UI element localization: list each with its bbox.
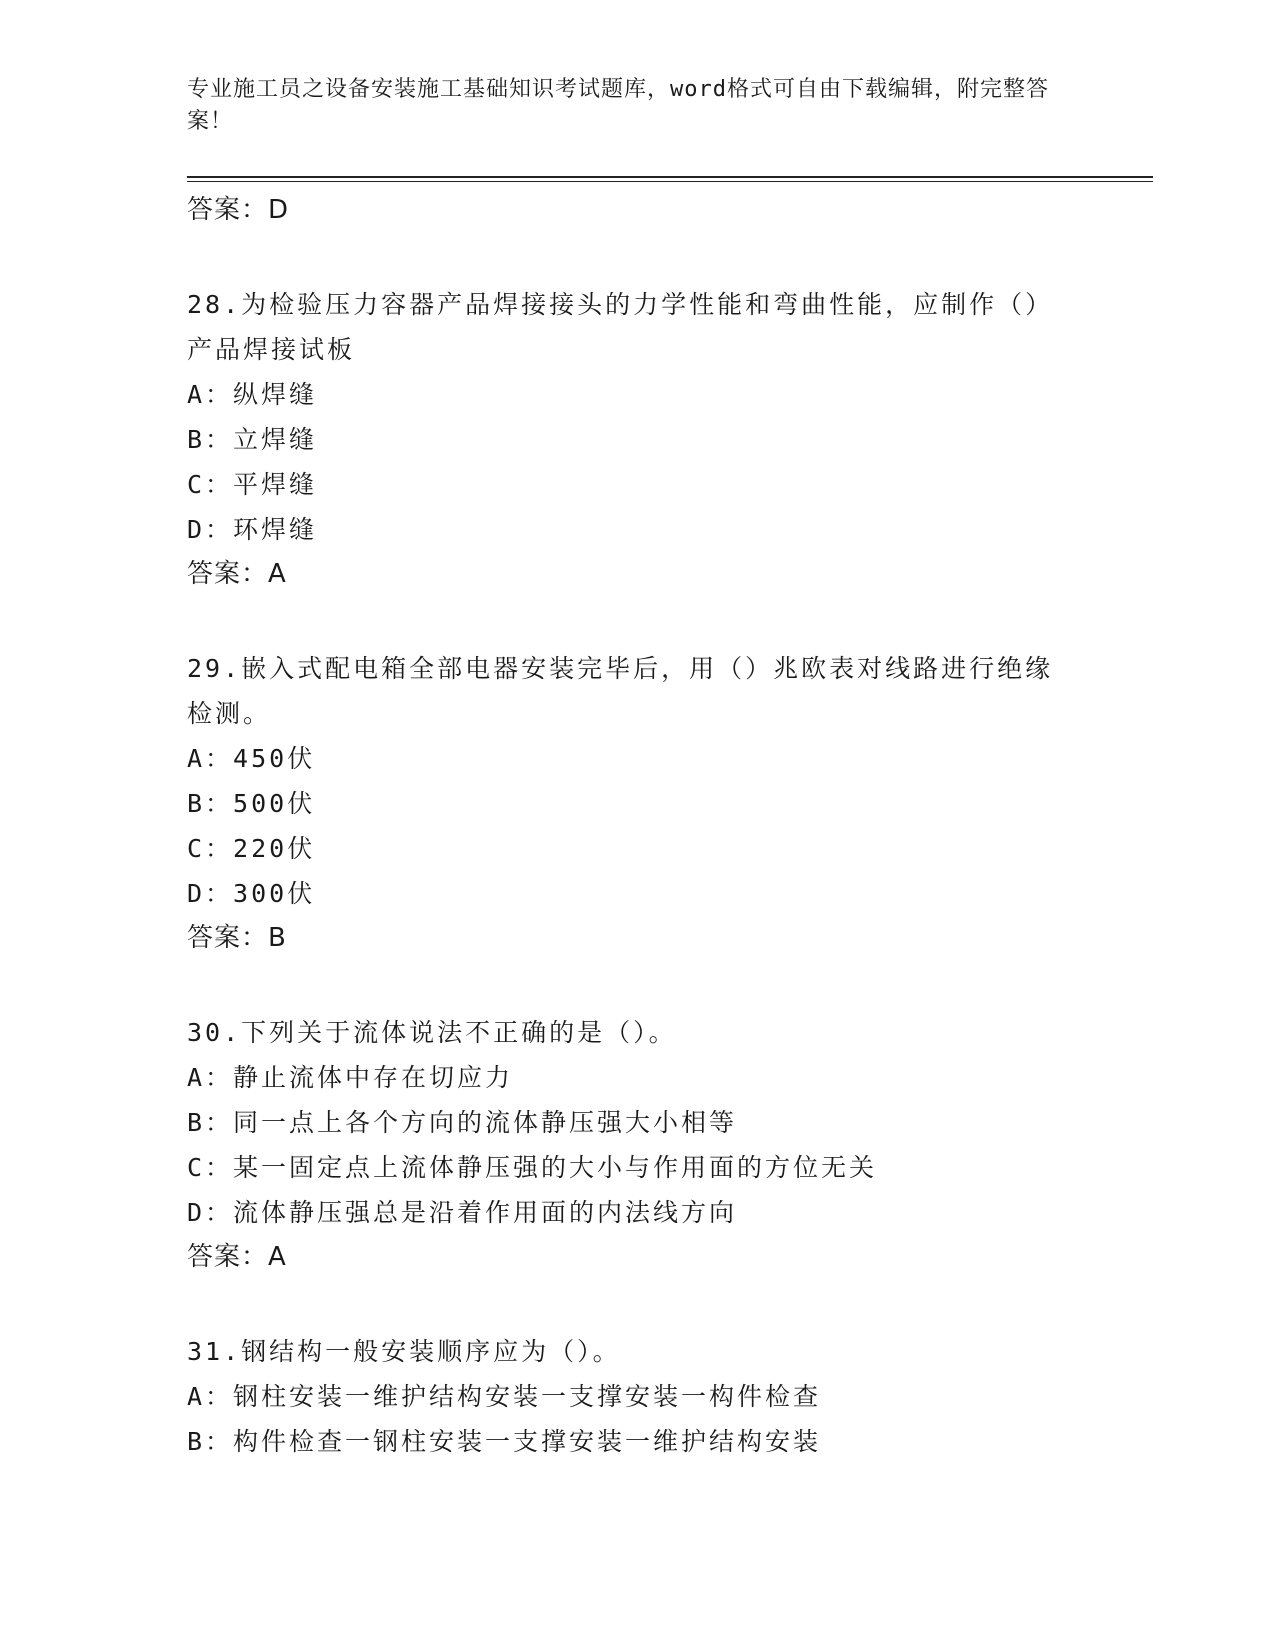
question-28 <box>187 282 1067 594</box>
answer-27: 答案：D <box>187 195 290 225</box>
answer: 答案：A <box>187 559 287 589</box>
question-stem: 28.为检验压力容器产品焊接接头的力学性能和弯曲性能，应制作（）产品焊接试板 <box>187 290 1054 364</box>
option-b: B：立焊缝 <box>187 425 318 454</box>
question-29 <box>187 646 1067 958</box>
option-b: B：构件检查一钢柱安装一支撑安装一维护结构安装 <box>187 1427 822 1456</box>
header-divider <box>187 176 1153 182</box>
option-a: A：纵焊缝 <box>187 380 318 409</box>
option-a: A：钢柱安装一维护结构安装一支撑安装一构件检查 <box>187 1382 822 1411</box>
option-d: D：环焊缝 <box>187 515 318 544</box>
page-header: 专业施工员之设备安装施工基础知识考试题库，word格式可自由下载编辑，附完整答案！ <box>187 77 1049 134</box>
question-stem: 31.钢结构一般安装顺序应为（）。 <box>187 1337 621 1366</box>
question-stem: 30.下列关于流体说法不正确的是（）。 <box>187 1018 677 1047</box>
option-a: A：450伏 <box>187 744 316 773</box>
option-d: D：流体静压强总是沿着作用面的内法线方向 <box>187 1198 738 1227</box>
option-c: C：220伏 <box>187 834 316 863</box>
question-31 <box>187 1329 1067 1464</box>
question-stem: 29.嵌入式配电箱全部电器安装完毕后，用（）兆欧表对线路进行绝缘检测。 <box>187 654 1054 728</box>
question-30 <box>187 1010 1067 1277</box>
answer: 答案：A <box>187 1242 287 1272</box>
option-b: B：同一点上各个方向的流体静压强大小相等 <box>187 1108 738 1137</box>
option-d: D：300伏 <box>187 879 316 908</box>
question-list <box>187 190 1067 1464</box>
option-b: B：500伏 <box>187 789 316 818</box>
option-c: C：某一固定点上流体静压强的大小与作用面的方位无关 <box>187 1153 878 1182</box>
option-a: A：静止流体中存在切应力 <box>187 1063 514 1092</box>
answer: 答案：B <box>187 923 287 953</box>
option-c: C：平焊缝 <box>187 470 318 499</box>
